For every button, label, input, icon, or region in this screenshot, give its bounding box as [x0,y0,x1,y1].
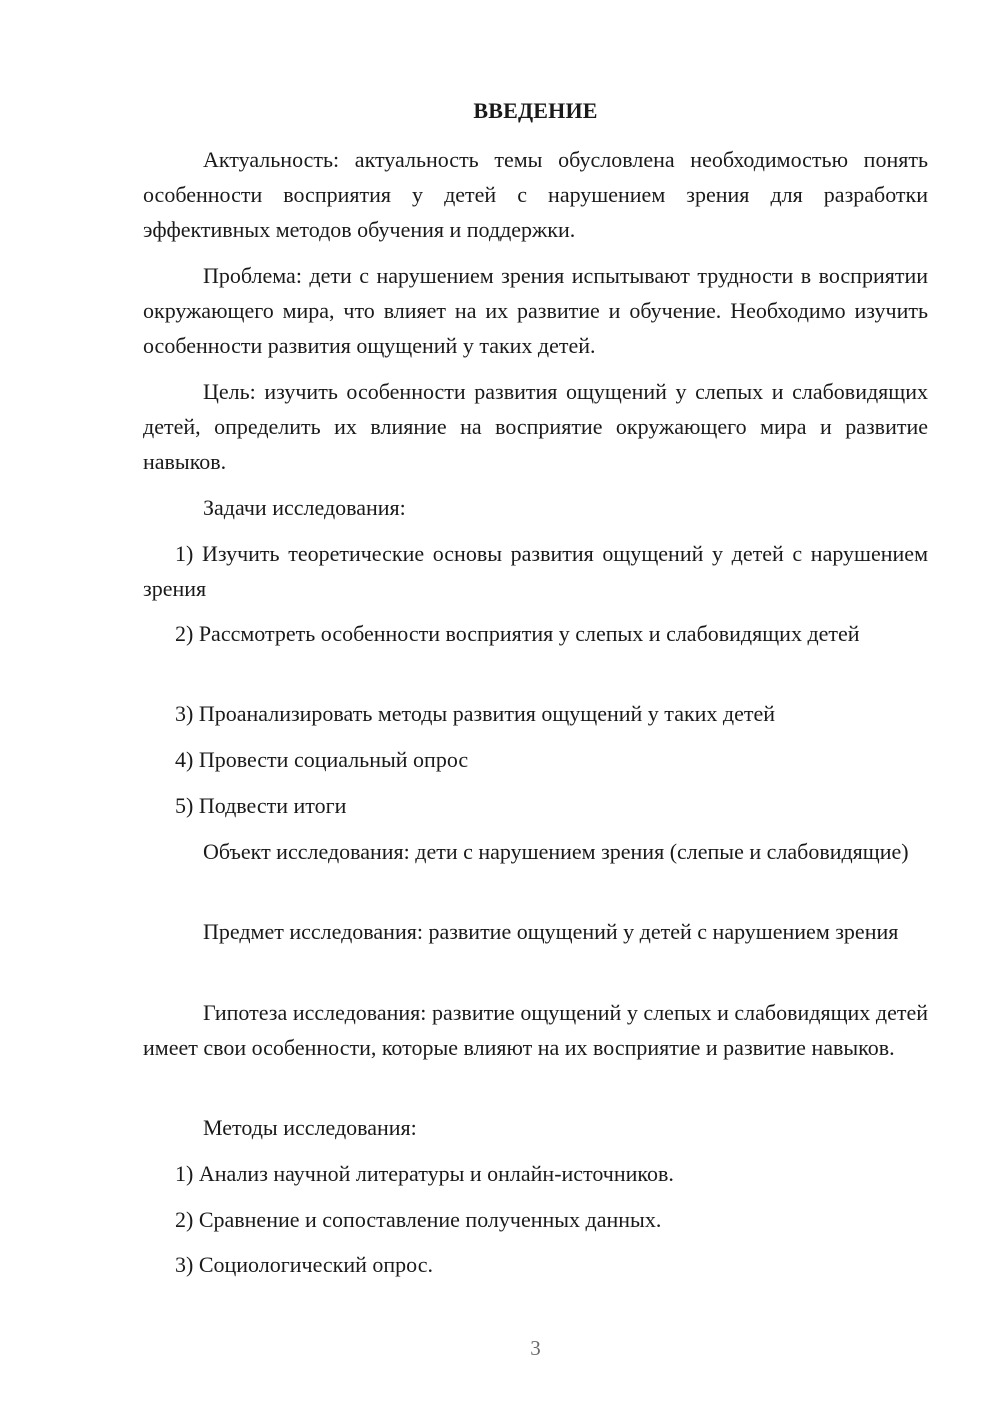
methods-heading: Методы исследования: [203,1115,417,1140]
goal-paragraph: Цель: изучить особенности развития ощущений у слепых и слабовидящих детей, определить их влияние на восприятие окружающего мира и развитие навыков. [143,379,928,474]
method-list-item: 2) Сравнение и сопоставление полученных данных. [175,1207,662,1232]
task-list-item: 2) Рассмотреть особенности восприятия у слепых и слабовидящих детей [175,621,860,646]
task-list-item: 1) Изучить теоретические основы развития ощущений у детей с нарушением зрения [143,541,928,601]
subject-paragraph: Предмет исследования: развитие ощущений у детей с нарушением зрения [203,919,899,944]
task-list-item: 3) Проанализировать методы развития ощущений у таких детей [175,701,776,726]
task-list-item: 4) Провести социальный опрос [175,747,469,772]
section-heading: ВВЕДЕНИЕ [473,98,598,123]
method-list-item: 3) Социологический опрос. [175,1252,433,1277]
method-list-item: 1) Анализ научной литературы и онлайн-источников. [175,1161,674,1186]
relevance-paragraph: Актуальность: актуальность темы обусловлена необходимостью понять особенности восприятия у детей с нарушением зрения для разработки эффективных методов обучения и поддержки. [143,147,928,242]
tasks-heading: Задачи исследования: [203,495,406,520]
hypothesis-paragraph: Гипотеза исследования: развитие ощущений у слепых и слабовидящих детей имеет свои особенности, которые влияют на их восприятие и развитие навыков. [143,1000,928,1060]
problem-paragraph: Проблема: дети с нарушением зрения испытывают трудности в восприятии окружающего мира, что влияет на их развитие и обучение. Необходимо изучить особенности развития ощущений у таких детей. [143,263,928,358]
page-number: 3 [530,1336,541,1360]
task-list-item: 5) Подвести итоги [175,793,347,818]
object-paragraph: Объект исследования: дети с нарушением зрения (слепые и слабовидящие) [203,839,909,864]
